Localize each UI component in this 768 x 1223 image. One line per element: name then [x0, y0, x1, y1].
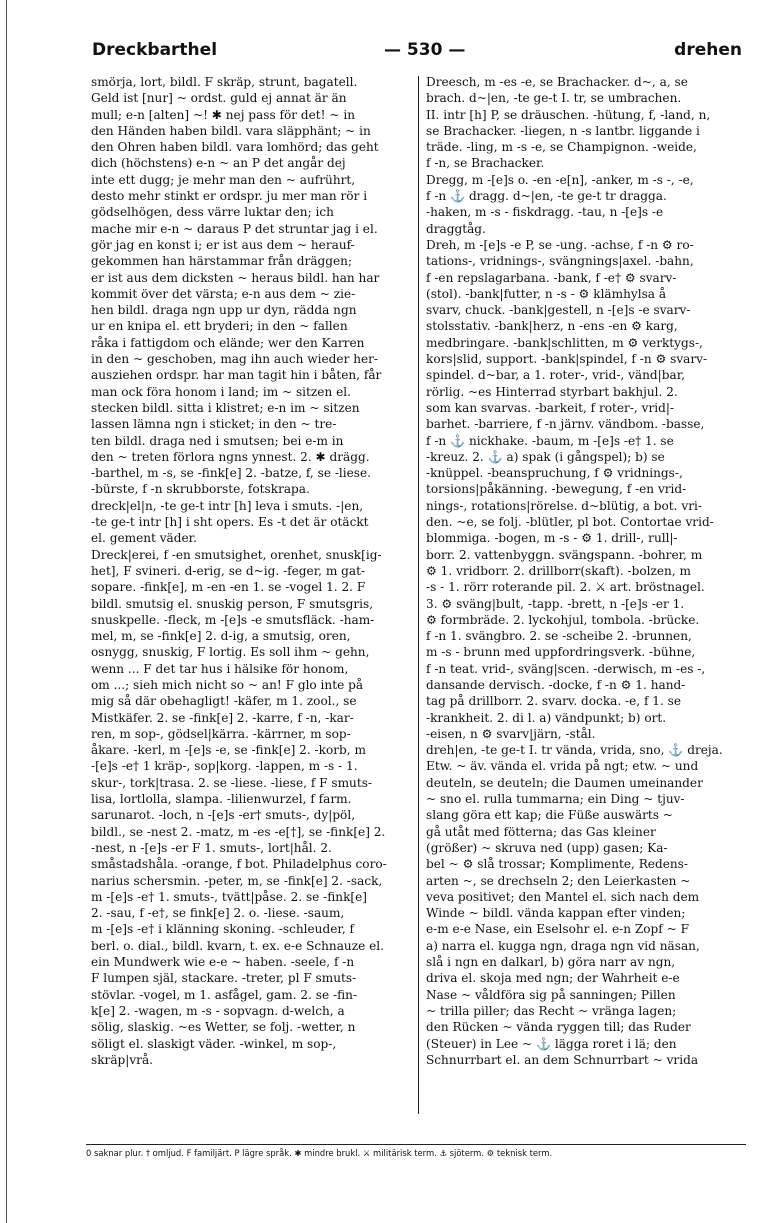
text-line: barhet. -barriere, f -n järnv. vändbom. -basse,	[426, 417, 705, 432]
text-line: slang göra ett kap; die Füße auswärts ~	[426, 808, 673, 823]
text-line: berl. o. dial., bildl. kvarn, t. ex. e-e Schnauze el.	[91, 938, 384, 953]
text-line: -te ge-t intr [h] i sht opers. Es -t det är otäckt	[91, 515, 369, 530]
text-line: -bürste, f -n skrubborste, fotskrapa.	[91, 482, 310, 497]
text-line: m -[e]s -e† 1. smuts-, tvätt|påse. 2. se -fink[e]	[91, 889, 368, 904]
text-line: el. gement väder.	[91, 531, 197, 546]
text-line: dich (höchstens) e-n ~ an P det angår dej	[91, 156, 346, 171]
text-line: stecken bildl. sitta i klistret; e-n im ~ sitzen	[91, 400, 360, 415]
text-line: dreck|el|n, -te ge-t intr [h] leva i smuts. -|en,	[91, 498, 364, 513]
text-line: den. ~e, se folj. -blütler, pl bot. Contortae vrid-	[426, 515, 714, 530]
text-line: nings-, rotations|rörelse. d~blütig, a bot. vri-	[426, 498, 702, 513]
text-line: driva el. skoja med ngn; der Wahrheit e-e	[426, 971, 680, 986]
text-line: (stol). -bank|futter, n -s - ⚙ klämhylsa å	[426, 286, 667, 301]
text-line: ein Mundwerk wie e-e ~ haben. -seele, f -n	[91, 955, 355, 970]
column-divider	[418, 76, 419, 1114]
text-line: desto mehr stinkt er ordspr. ju mer man rör i	[91, 189, 368, 204]
text-line: (größer) ~ skruva ned (upp) gasen; Ka-	[426, 840, 668, 855]
text-line: man ock föra honom i land; im ~ sitzen el.	[91, 384, 351, 399]
text-line: ten bildl. draga ned i smutsen; bei e-m in	[91, 433, 344, 448]
text-line: f -en repslagarbana. -bank, f -e† ⚙ svarv-	[426, 270, 677, 285]
text-line: om ...; sieh mich nicht so ~ an! F glo inte på	[91, 677, 364, 692]
text-line: gör jag en konst i; er ist aus dem ~ herauf-	[91, 237, 355, 252]
text-line: Schnurrbart el. an dem Schnurrbart ~ vrida	[426, 1052, 699, 1067]
text-line: Winde ~ bildl. vända kappan efter vinden;	[426, 906, 686, 921]
text-line: e-m e-e Nase, ein Eselsohr el. e-n Zopf ~ F	[426, 922, 689, 937]
text-line: åkare. -kerl, m -[e]s -e, se -fink[e] 2. -korb, m	[91, 743, 366, 758]
text-line: -kreuz. 2. ⚓ a) spak (i gångspel); b) se	[426, 449, 665, 464]
text-line: snuskpelle. -fleck, m -[e]s -e smutsfläck. -ham-	[91, 612, 375, 627]
text-line: II. intr [h] P, se dräuschen. -hütung, f, -land, n,	[426, 107, 711, 122]
text-line: skräp|vrå.	[91, 1052, 154, 1067]
text-line: råka i fattigdom och elände; wer den Karren	[91, 335, 365, 350]
text-line: svarv, chuck. -bank|gestell, n -[e]s -e svarv-	[426, 303, 691, 318]
text-line: tag på drillborr. 2. svarv. docka. -e, f 1. se	[426, 694, 682, 709]
text-line: Dreesch, m -es -e, se Brachacker. d~, a, se	[426, 75, 688, 89]
text-line: Geld ist [nur] ~ ordst. guld ej annat är än	[91, 91, 347, 106]
text-line: den Händen haben bildl. vara släpphänt; ~ in	[91, 123, 371, 138]
text-line: het], F svineri. d-erig, se d~ig. -feger, m gat-	[91, 563, 366, 578]
text-line: Dregg, m -[e]s o. -en -e[n], -anker, m -s -, -e,	[426, 172, 694, 187]
text-line: smörja, lort, bildl. F skräp, strunt, bagatell.	[91, 75, 358, 89]
text-line: ~ sno el. rulla tummarna; ein Ding ~ tjuv-	[426, 792, 685, 807]
header-right-guideword: drehen	[674, 40, 742, 60]
page-header	[92, 40, 742, 68]
text-line: f -n ⚓ nickhake. -baum, m -[e]s -e† 1. se	[426, 433, 674, 448]
text-line: torsions|påkänning. -bewegung, f -en vrid-	[426, 482, 687, 497]
text-line: den Rücken ~ vända ryggen till; das Ruder	[426, 1020, 691, 1035]
text-line: gå utåt med fötterna; das Gas kleiner	[426, 824, 656, 839]
text-line: sarunarot. -loch, n -[e]s -er† smuts-, dy|pöl,	[91, 808, 356, 823]
text-line: m -[e]s -e† i klänning skoning. -schleuder, f	[91, 922, 354, 937]
right-column	[426, 74, 750, 1068]
page-number: — 530 —	[384, 40, 466, 60]
page-edge-line	[6, 0, 7, 1223]
text-line: kors|slid, support. -bank|spindel, f -n ⚙ svarv-	[426, 352, 708, 367]
text-line: F lumpen själ, stackare. -treter, pl F smuts-	[91, 971, 357, 986]
text-line: wenn ... F det tar hus i hälsike för honom,	[91, 661, 349, 676]
text-line: a) narra el. kugga ngn, draga ngn vid näsan,	[426, 938, 700, 953]
text-line: bel ~ ⚙ slå trossar; Komplimente, Redens-	[426, 857, 688, 872]
text-line: deuteln, se deuteln; die Daumen umeinander	[426, 775, 703, 790]
text-line: Dreck|erei, f -en smutsighet, orenhet, snusk[ig-	[91, 547, 382, 562]
text-line: se Brachacker. -liegen, n -s lantbr. liggande i	[426, 123, 700, 138]
text-line: brach. d~|en, -te ge-t I. tr, se umbrachen.	[426, 91, 682, 106]
text-line: som kan svarvas. -barkeit, f roter-, vrid|-	[426, 400, 674, 415]
text-line: bildl., se -nest 2. -matz, m -es -e[†], se -fink[e] 2.	[91, 824, 386, 839]
text-line: medbringare. -bank|schlitten, m ⚙ verktygs-,	[426, 335, 703, 350]
text-line: skur-, tork|trasa. 2. se -liese. -liese, f F smuts-	[91, 775, 372, 790]
text-line: Etw. ~ äv. vända el. vrida på ngt; etw. ~ und	[426, 759, 699, 774]
text-line: -nest, n -[e]s -er F 1. smuts-, lort|hål. 2.	[91, 840, 332, 855]
text-line: Nase ~ våldföra sig på sanningen; Pillen	[426, 987, 676, 1002]
text-line: gekommen han härstammar från dräggen;	[91, 254, 353, 269]
text-line: borr. 2. vattenbyggn. svängspann. -bohrer, m	[426, 547, 703, 562]
text-line: -s - 1. rörr roterande pil. 2. ⚔ art. bröstnagel.	[426, 580, 705, 595]
text-line: dansande dervisch. -docke, f -n ⚙ 1. hand-	[426, 677, 686, 692]
left-column	[91, 74, 413, 1068]
text-line: -krankheit. 2. di l. a) vändpunkt; b) ort.	[426, 710, 667, 725]
text-line: mache mir e-n ~ daraus P det struntar jag i el.	[91, 221, 378, 236]
text-line: dreh|en, -te ge-t I. tr vända, vrida, sno, ⚓ dreja.	[426, 743, 723, 758]
text-line: lisa, lortlolla, slampa. -lilienwurzel, f farm.	[91, 792, 352, 807]
text-line: draggtåg.	[426, 221, 486, 236]
text-line: (Steuer) in Lee ~ ⚓ lägga roret i lä; den	[426, 1036, 677, 1051]
text-line: -barthel, m -s, se -fink[e] 2. -batze, f, se -liese.	[91, 466, 372, 481]
text-line: ausziehen ordspr. har man tagit hin i båten, får	[91, 368, 382, 383]
text-line: 2. -sau, f -e†, se fink[e] 2. o. -liese. -saum,	[91, 906, 345, 921]
text-line: rörlig. ~es Hinterrad styrbart bakhjul. 2.	[426, 384, 678, 399]
text-line: kommit över det värsta; e-n aus dem ~ zie-	[91, 286, 356, 301]
text-line: ur en knipa el. ett bryderi; in den ~ fallen	[91, 319, 348, 334]
text-line: spindel. d~bar, a 1. roter-, vrid-, vänd|bar,	[426, 368, 685, 383]
text-line: sopare. -fink[e], m -en -en 1. se -vogel 1. 2. F	[91, 580, 366, 595]
text-line: f -n ⚓ dragg. d~|en, -te ge-t tr dragga.	[426, 189, 667, 204]
text-line: f -n 1. svängbro. 2. se -scheibe 2. -brunnen,	[426, 629, 692, 644]
text-line: f -n, se Brachacker.	[426, 156, 545, 171]
text-line: blommiga. -bogen, m -s - ⚙ 1. drill-, rull|-	[426, 531, 678, 546]
text-line: mig så där obehagligt! -käfer, m 1. zool., se	[91, 694, 357, 709]
text-line: ⚙ formbräde. 2. lyckohjul, tombola. -brücke.	[426, 612, 700, 627]
text-line: mull; e-n [alten] ~! ✱ nej pass för det! ~ in	[91, 107, 355, 122]
text-line: veva positivet; den Mantel el. sich nach dem	[426, 889, 700, 904]
text-line: -knüppel. -beanspruchung, f ⚙ vridnings-,	[426, 466, 683, 481]
text-line: stövlar. -vogel, m 1. asfågel, gam. 2. se -fin-	[91, 987, 358, 1002]
text-line: f -n teat. vrid-, sväng|scen. -derwisch, m -es -,	[426, 661, 706, 676]
abbreviation-legend: 0 saknar plur. † omljud. F familjärt. P lägre språk. ✱ mindre brukl. ⚔ militärisk term. ⚓ sjöterm. ⚙ teknisk term.	[86, 1144, 746, 1158]
text-line: träde. -ling, m -s -e, se Champignon. -weide,	[426, 140, 697, 155]
text-line: bildl. smutsig el. snuskig person, F smutsgris,	[91, 596, 374, 611]
text-line: osnygg, snuskig, F lortig. Es soll ihm ~ gehn,	[91, 645, 370, 660]
text-line: -eisen, n ⚙ svarv|järn, -stål.	[426, 726, 596, 741]
text-line: inte ett dugg; je mehr man den ~ aufrührt,	[91, 172, 356, 187]
text-line: lassen lämna ngn i sticket; in den ~ tre-	[91, 417, 337, 432]
text-line: Mistkäfer. 2. se -fink[e] 2. -karre, f -n, -kar-	[91, 710, 354, 725]
text-line: Dreh, m -[e]s -e P, se -ung. -achse, f -n ⚙ ro-	[426, 237, 694, 252]
text-line: narius schersmin. -peter, m, se -fink[e] 2. -sack,	[91, 873, 383, 888]
text-line: in den ~ geschoben, mag ihn auch wieder her-	[91, 352, 379, 367]
text-line: ~ trilla piller; das Recht ~ vränga lagen;	[426, 1003, 677, 1018]
text-line: m -s - brunn med uppfordringsverk. -bühne,	[426, 645, 696, 660]
text-line: söligt el. slaskigt väder. -winkel, m sop-,	[91, 1036, 337, 1051]
text-line: den Ohren haben bildl. vara lomhörd; das geht	[91, 140, 379, 155]
text-line: hen bildl. draga ngn upp ur dyn, rädda ngn	[91, 303, 357, 318]
text-line: ren, m sop-, gödsel|kärra. -kärrner, m sop-	[91, 726, 351, 741]
text-line: ⚙ 1. vridborr. 2. drillborr(skaft). -bolzen, m	[426, 563, 691, 578]
text-line: slå i ngn en dalkarl, b) göra narr av ngn,	[426, 955, 676, 970]
header-left-guideword: Dreckbarthel	[92, 40, 218, 60]
text-line: sölig, slaskig. ~es Wetter, se folj. -wetter, n	[91, 1020, 356, 1035]
text-line: k[e] 2. -wagen, m -s - sopvagn. d-welch, a	[91, 1003, 345, 1018]
text-line: den ~ treten förlora ngns ynnest. 2. ✱ drägg.	[91, 449, 370, 464]
text-line: er ist aus dem dicksten ~ heraus bildl. han har	[91, 270, 380, 285]
text-line: mel, m, se -fink[e] 2. d-ig, a smutsig, oren,	[91, 629, 351, 644]
text-line: tations-, vridnings-, svängnings|axel. -bahn,	[426, 254, 694, 269]
text-line: stolsstativ. -bank|herz, n -ens -en ⚙ karg,	[426, 319, 678, 334]
text-line: -haken, m -s - fiskdragg. -tau, n -[e]s -e	[426, 205, 664, 220]
text-line: 3. ⚙ sväng|bult, -tapp. -brett, n -[e]s -er 1.	[426, 596, 685, 611]
text-line: arten ~, se drechseln 2; den Leierkasten ~	[426, 873, 691, 888]
text-line: småstadshåla. -orange, f bot. Philadelphus coro-	[91, 857, 387, 872]
text-line: gödselhögen, dess värre luktar den; ich	[91, 205, 334, 220]
text-line: -[e]s -e† 1 kräp-, sop|korg. -lappen, m -s - 1.	[91, 759, 358, 774]
